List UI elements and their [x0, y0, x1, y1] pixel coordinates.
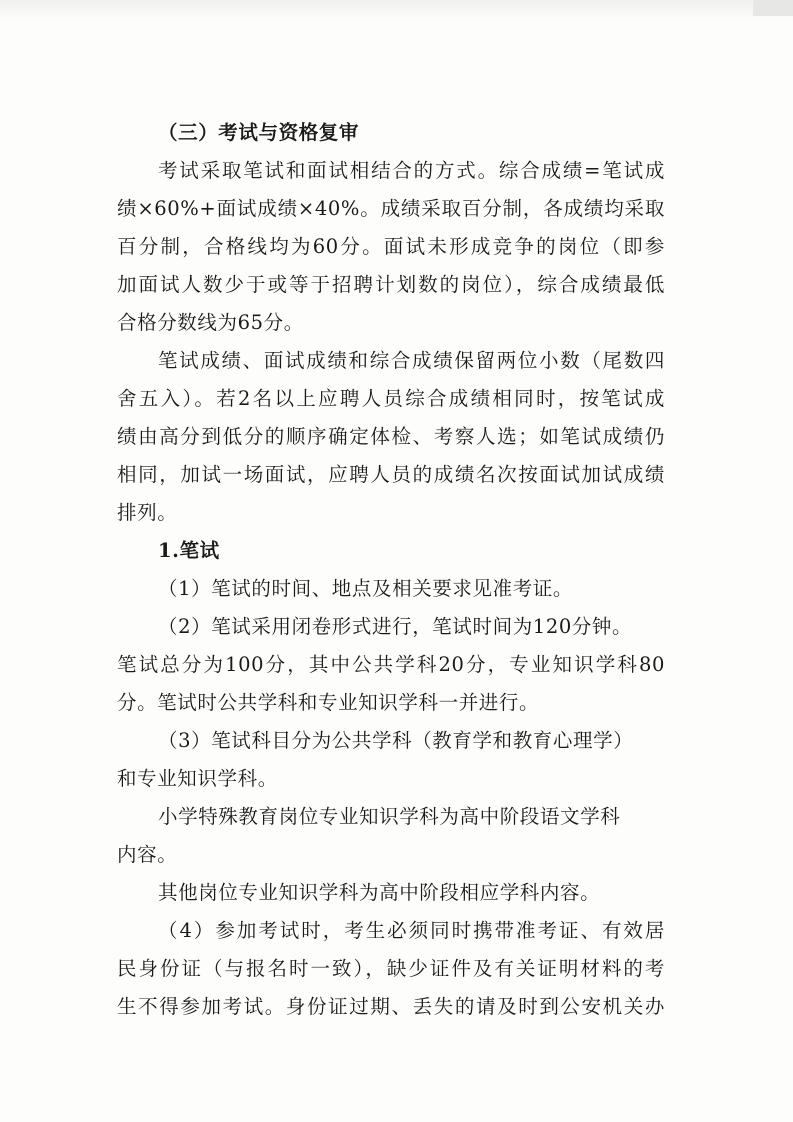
paragraph-scoring: [117, 152, 665, 342]
text-line: （4）参加考试时，考生必须同时携带准考证、有效居: [158, 919, 665, 942]
text-line: 生不得参加考试。身份证过期、丢失的请及时到公安机关办: [117, 995, 665, 1018]
text-line: 和专业知识学科。: [117, 767, 278, 790]
text-line: 百分制，合格线均为60分。面试未形成竞争的岗位（即参: [117, 235, 665, 258]
text-line: 笔试成绩、面试成绩和综合成绩保留两位小数（尾数四: [158, 349, 665, 372]
document-body: [117, 114, 665, 1026]
text-line: （3）笔试科目分为公共学科（教育学和教育心理学）: [158, 729, 634, 752]
text-line: 考试采取笔试和面试相结合的方式。综合成绩=笔试成: [158, 159, 665, 182]
item-4: [117, 912, 665, 1026]
text-line: 舍五入）。若2名以上应聘人员综合成绩相同时，按笔试成: [117, 387, 665, 410]
text-line: （2）笔试采用闭卷形式进行，笔试时间为120分钟。: [158, 615, 633, 638]
text-line: 民身份证（与报名时一致），缺少证件及有关证明材料的考: [117, 957, 665, 980]
scan-shadow: [0, 0, 793, 22]
paragraph-rounding: [117, 342, 665, 532]
text-line: 笔试总分为100分，其中公共学科20分，专业知识学科80: [117, 653, 665, 676]
text-line: 绩×60%+面试成绩×40%。成绩采取百分制，各成绩均采取: [117, 197, 665, 220]
text-line: 相同，加试一场面试，应聘人员的成绩名次按面试加试成绩: [117, 463, 665, 486]
text-line: 分。笔试时公共学科和专业知识学科一并进行。: [117, 691, 540, 714]
text-line: 加面试人数少于或等于招聘计划数的岗位），综合成绩最低: [117, 273, 665, 296]
item-1: （1）笔试的时间、地点及相关要求见准考证。: [158, 577, 574, 600]
text-line: 内容。: [117, 843, 178, 866]
sub-heading-written-exam: 1.笔试: [158, 539, 220, 562]
text-line: 合格分数线为65分。: [117, 311, 304, 334]
text-line: 绩由高分到低分的顺序确定体检、考察人选；如笔试成绩仍: [117, 425, 665, 448]
text-line: 小学特殊教育岗位专业知识学科为高中阶段语文学科: [158, 805, 621, 828]
section-heading: （三）考试与资格复审: [158, 121, 360, 144]
paragraph-special-education: [117, 798, 665, 874]
item-2: [117, 608, 665, 722]
scan-corner: [753, 0, 793, 16]
item-3: [117, 722, 665, 798]
paragraph-other-positions: 其他岗位专业知识学科为高中阶段相应学科内容。: [158, 881, 601, 904]
text-line: 排列。: [117, 501, 178, 524]
